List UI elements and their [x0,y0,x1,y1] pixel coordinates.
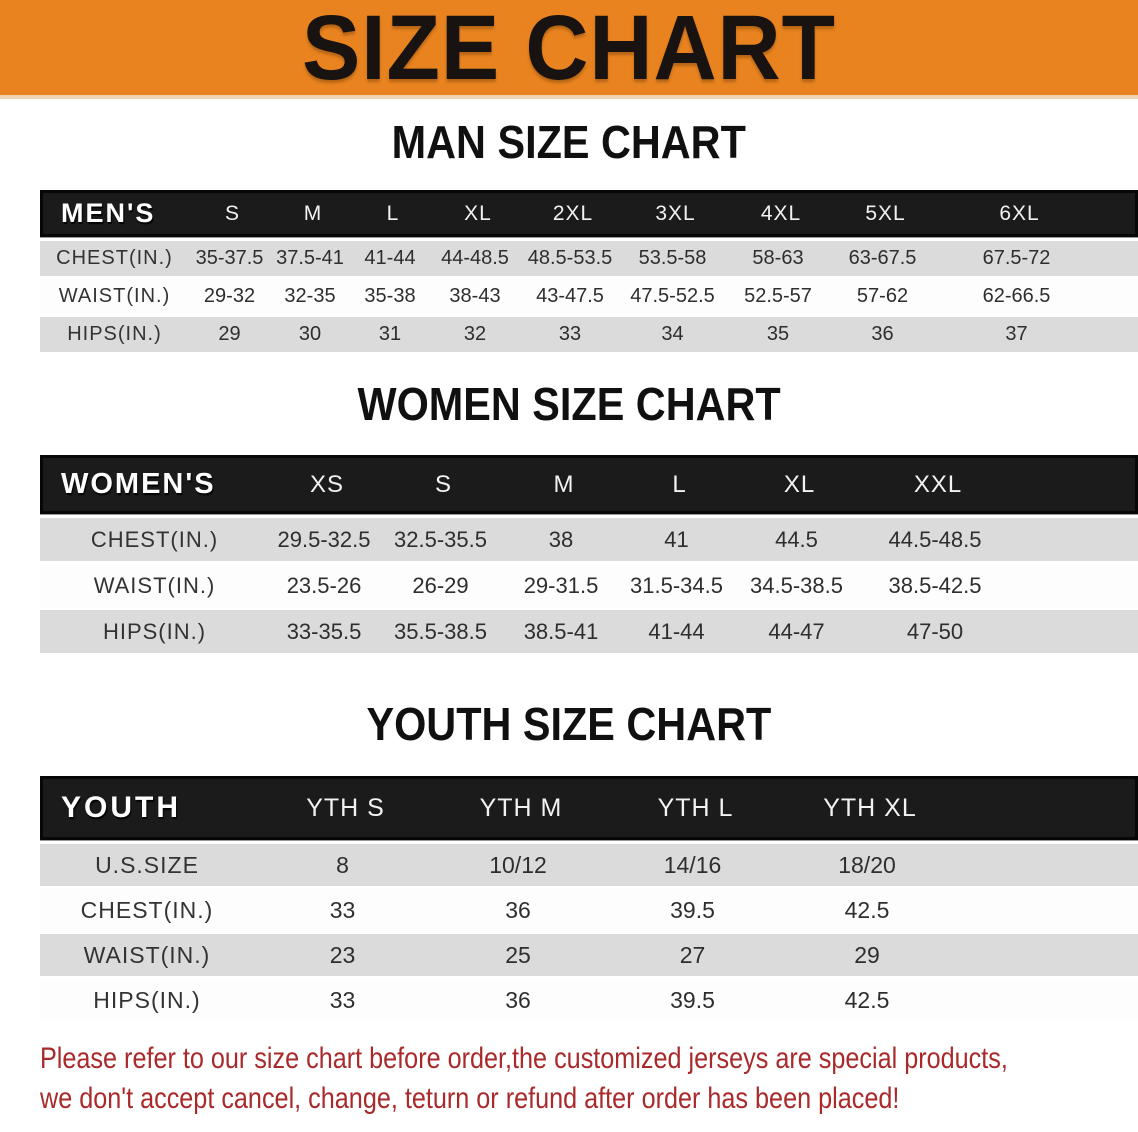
size-cell: 14/16 [663,851,722,878]
size-column-header: XL [783,470,816,498]
size-cell: 44.5-48.5 [888,526,982,552]
size-cell: 8 [336,851,349,878]
size-cell: 52.5-57 [744,285,812,307]
row-label: WAIST(IN.) [83,941,211,968]
size-cell: 63-67.5 [848,247,917,269]
mens-size-table [40,190,1138,352]
mens-size-table-host [0,190,1138,352]
size-cell: 35-38 [364,285,416,307]
spacer-cell [954,844,1098,886]
table-row [40,241,1138,276]
section-heading-text: WOMEN SIZE CHART [357,378,781,430]
row-label: CHEST(IN.) [56,247,173,269]
women-size-chart-heading [0,378,1138,430]
size-column-header: 5XL [865,201,906,225]
size-cell: 36 [505,896,531,923]
row-label: HIPS(IN.) [93,986,201,1013]
size-column-header: S [224,201,240,225]
size-cell: 27 [679,941,706,968]
spacer-cell [1010,518,1049,561]
table-row [40,564,1138,607]
spacer-cell [1010,610,1049,653]
row-label: WAIST(IN.) [58,285,171,307]
size-cell: 34.5-38.5 [750,572,843,598]
section-heading-text: YOUTH SIZE CHART [366,698,772,750]
size-cell: 41-44 [364,247,416,269]
table-row [40,979,1138,1021]
size-cell: 10/12 [489,851,547,878]
size-cell: 44.5 [775,526,818,552]
table-header-row [40,776,1138,840]
table-row [40,934,1138,976]
size-column-header: 6XL [999,201,1040,225]
size-column-header: XXL [913,470,963,498]
size-column-header: XL [464,201,492,225]
disclaimer-note [40,1039,1138,1119]
size-column-header: 2XL [552,201,594,225]
size-cell: 29-32 [203,285,256,307]
youth-size-chart-heading [0,698,1138,750]
spacer-cell [1010,564,1049,607]
spacer-cell [954,889,1098,931]
size-cell: 29.5-32.5 [277,526,371,552]
table-header-row [40,190,1138,237]
size-cell: 39.5 [670,986,715,1013]
size-column-header: 4XL [760,201,802,225]
size-cell: 23.5-26 [286,572,362,598]
row-label: HIPS(IN.) [67,323,162,345]
size-cell: 29-31.5 [523,572,599,598]
size-column-header: YTH L [657,793,734,822]
table-row [40,610,1138,653]
disclaimer-line-2: we don't accept cancel, change, teturn or refund after order has been placed! [40,1082,900,1115]
size-cell: 57-62 [856,285,909,307]
size-cell: 58-63 [752,247,804,269]
group-label: WOMEN'S [61,468,216,500]
size-cell: 26-29 [412,572,469,598]
row-label: WAIST(IN.) [93,572,216,598]
size-cell: 29 [854,941,880,968]
size-cell: 23 [329,941,356,968]
size-cell: 41-44 [648,618,705,644]
size-cell: 35.5-38.5 [394,618,487,644]
spacer-cell [957,779,1101,837]
table-row [40,844,1138,886]
size-column-header: 3XL [655,201,696,225]
size-cell: 33 [329,896,356,923]
size-cell: 38-43 [449,285,501,307]
womens-size-table-host [0,455,1138,653]
size-cell: 38.5-42.5 [888,572,982,598]
size-cell: 62-66.5 [982,285,1051,307]
size-cell: 36 [871,323,894,345]
size-column-header: L [386,201,400,225]
size-cell: 42.5 [844,896,890,923]
womens-size-table [40,455,1138,653]
size-cell: 37.5-41 [276,247,344,269]
size-cell: 35-37.5 [195,247,264,269]
size-cell: 36 [505,986,531,1013]
size-cell: 29 [218,323,241,345]
group-label: MEN'S [61,198,156,228]
row-label: U.S.SIZE [95,851,199,878]
size-cell: 34 [661,323,684,345]
spacer-cell [1013,458,1052,511]
size-column-header: M [303,201,323,225]
size-cell: 37 [1005,323,1028,345]
size-column-header: YTH M [479,793,563,822]
section-heading-text: MAN SIZE CHART [391,116,747,168]
man-size-chart-heading [0,116,1138,168]
group-label: YOUTH [61,791,181,824]
size-cell: 35 [766,323,790,345]
youth-size-table [40,776,1138,1021]
size-column-header: M [553,470,575,498]
spacer-cell [954,979,1098,1021]
size-cell: 44-48.5 [441,247,509,269]
table-row [40,279,1138,314]
size-cell: 41 [664,526,689,552]
size-cell: 38 [548,526,574,552]
size-cell: 53.5-58 [638,247,707,269]
size-cell: 44-47 [768,618,825,644]
size-cell: 67.5-72 [982,247,1051,269]
banner-title: SIZE CHART [302,0,836,99]
size-cell: 47.5-52.5 [630,285,715,307]
size-cell: 33 [558,323,582,345]
size-cell: 18/20 [838,851,896,878]
size-cell: 31.5-34.5 [630,572,723,598]
size-cell: 31 [378,323,402,345]
size-chart-banner [0,0,1138,99]
size-cell: 39.5 [670,896,715,923]
size-cell: 33-35.5 [286,618,362,644]
size-cell: 38.5-41 [523,618,599,644]
size-column-header: L [672,470,687,498]
size-cell: 47-50 [906,618,964,644]
row-label: HIPS(IN.) [102,618,207,644]
size-column-header: YTH S [306,793,385,822]
size-cell: 43-47.5 [536,285,604,307]
size-column-header: YTH XL [823,793,917,822]
table-row [40,518,1138,561]
size-cell: 32 [463,323,487,345]
disclaimer-line-1: Please refer to our size chart before order,the customized jerseys are special products, [40,1042,1008,1075]
table-row [40,889,1138,931]
size-cell: 32-35 [284,285,336,307]
row-label: CHEST(IN.) [80,896,214,923]
size-cell: 33 [329,986,356,1013]
size-cell: 25 [505,941,531,968]
size-cell: 48.5-53.5 [527,247,613,269]
size-column-header: XS [309,470,344,498]
youth-size-table-host [0,776,1138,1021]
size-column-header: S [434,470,452,498]
size-cell: 42.5 [844,986,890,1013]
size-cell: 32.5-35.5 [394,526,487,552]
row-label: CHEST(IN.) [90,526,219,552]
size-cell: 30 [298,323,322,345]
spacer-cell [954,934,1098,976]
table-header-row [40,455,1138,514]
table-row [40,317,1138,352]
